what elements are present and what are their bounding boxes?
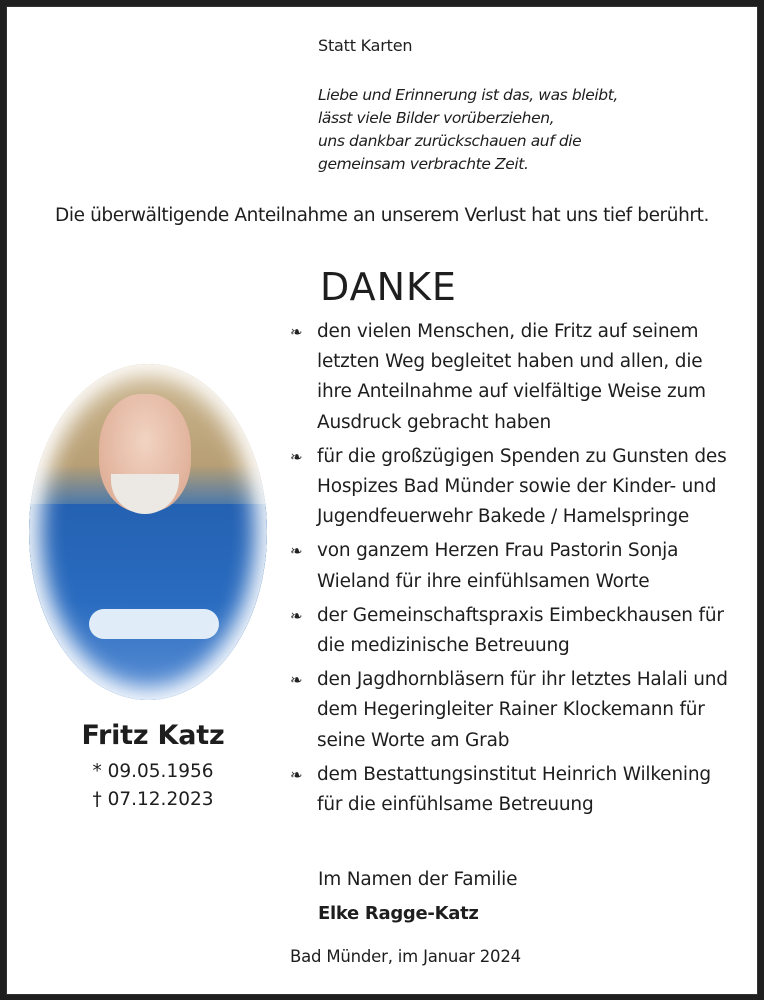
signer-name: Elke Ragge-Katz bbox=[318, 903, 479, 924]
poem-line: gemeinsam verbrachte Zeit. bbox=[318, 155, 529, 173]
list-item-text: der Gemeinschaftspraxis Eimbeckhausen für die medizinische Betreuung bbox=[317, 604, 724, 657]
floral-heart-bullet-icon: ❧ bbox=[290, 671, 303, 690]
list-item bbox=[290, 442, 740, 533]
floral-heart-bullet-icon: ❧ bbox=[290, 606, 303, 625]
thanks-list bbox=[290, 317, 740, 824]
photo-vignette bbox=[29, 364, 267, 700]
poem bbox=[318, 84, 618, 176]
list-item-text: den vielen Menschen, die Fritz auf seinem letzten Weg begleitet haben und allen, die ihre Anteilnahme auf vielfältige Weise zum Ausdruck gebracht haben bbox=[317, 321, 706, 433]
list-item bbox=[290, 536, 740, 596]
statt-karten-label: Statt Karten bbox=[318, 36, 413, 55]
poem-line: lässt viele Bilder vorüberziehen, bbox=[318, 109, 555, 127]
death-date: † 07.12.2023 bbox=[92, 789, 214, 810]
floral-heart-bullet-icon: ❧ bbox=[290, 447, 303, 466]
place-date: Bad Münder, im Januar 2024 bbox=[290, 947, 521, 966]
poem-line: Liebe und Erinnerung ist das, was bleibt, bbox=[318, 86, 618, 104]
list-item bbox=[290, 601, 740, 661]
list-item-text: von ganzem Herzen Frau Pastorin Sonja Wieland für ihre einfühlsamen Worte bbox=[317, 540, 679, 592]
obituary-card bbox=[6, 6, 758, 995]
list-item bbox=[290, 760, 740, 820]
birth-date: * 09.05.1956 bbox=[92, 761, 214, 782]
danke-heading: DANKE bbox=[320, 265, 457, 309]
list-item-text: den Jagdhornbläsern für ihr letztes Halali und dem Hegeringleiter Rainer Klockemann für seine Worte am Grab bbox=[317, 669, 728, 751]
list-item-text: dem Bestattungsinstitut Heinrich Wilkening für die einfühlsame Betreuung bbox=[317, 763, 711, 816]
list-item bbox=[290, 317, 740, 438]
list-item-text: für die großzügigen Spenden zu Gunsten des Hospizes Bad Münder sowie der Kinder- und Jugendfeuerwehr Bakede / Hamelspringe bbox=[317, 445, 727, 528]
intro-text: Die überwältigende Anteilnahme an unserem Verlust hat uns tief berührt. bbox=[55, 205, 709, 226]
floral-heart-bullet-icon: ❧ bbox=[290, 542, 303, 561]
poem-line: uns dankbar zurückschauen auf die bbox=[318, 132, 582, 150]
family-line: Im Namen der Familie bbox=[318, 869, 518, 890]
list-item bbox=[290, 665, 740, 756]
floral-heart-bullet-icon: ❧ bbox=[290, 765, 303, 784]
deceased-name: Fritz Katz bbox=[81, 720, 225, 751]
portrait-photo bbox=[29, 364, 267, 700]
floral-heart-bullet-icon: ❧ bbox=[290, 323, 303, 341]
